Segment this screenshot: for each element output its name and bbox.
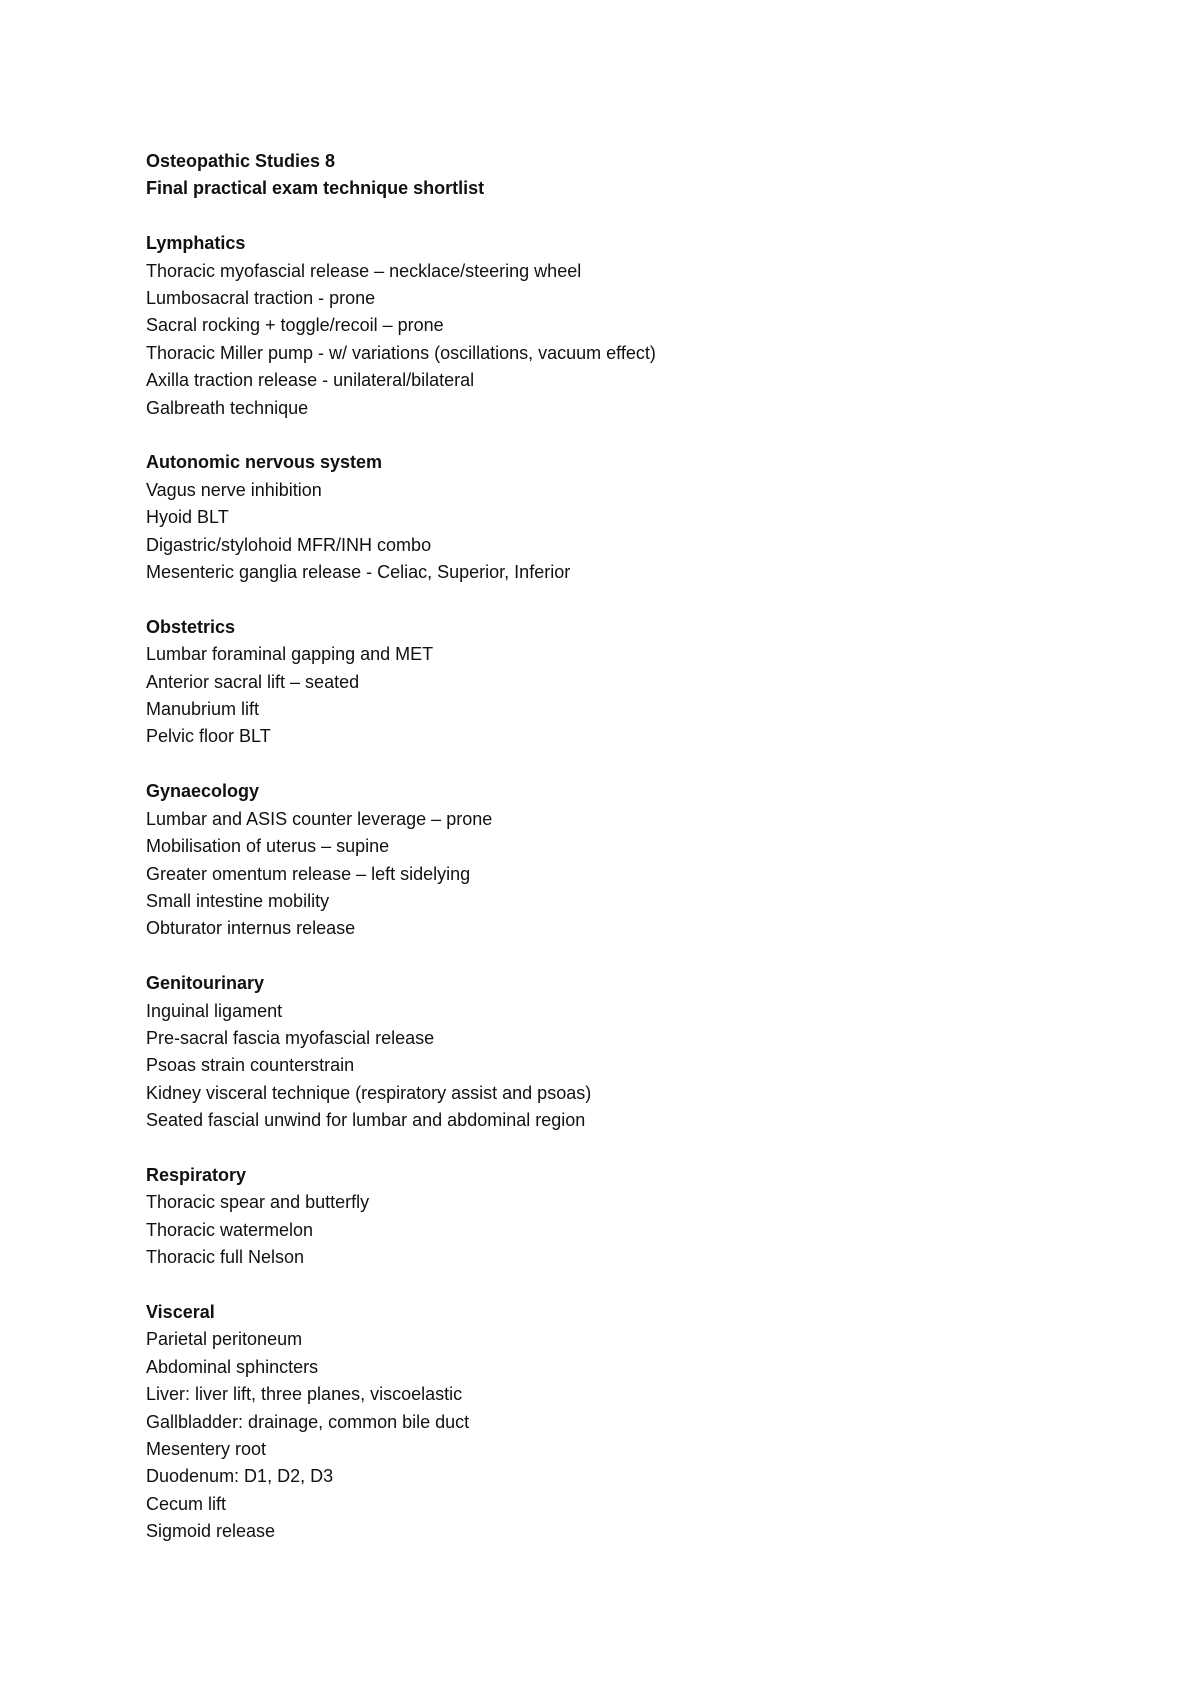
list-item: Thoracic myofascial release – necklace/steering wheel xyxy=(146,260,582,281)
sections-container xyxy=(146,230,1106,1545)
section-heading: Autonomic nervous system xyxy=(146,452,383,473)
list-item: Parietal peritoneum xyxy=(146,1329,303,1350)
list-item: Greater omentum release – left sidelying xyxy=(146,863,471,884)
section-visceral xyxy=(146,1299,1106,1546)
list-item: Lumbosacral traction - prone xyxy=(146,288,376,309)
list-item: Pre-sacral fascia myofascial release xyxy=(146,1027,435,1048)
list-item: Small intestine mobility xyxy=(146,890,330,911)
section-heading: Genitourinary xyxy=(146,973,265,994)
list-item: Axilla traction release - unilateral/bilateral xyxy=(146,370,475,391)
list-item: Pelvic floor BLT xyxy=(146,726,271,747)
list-item: Cecum lift xyxy=(146,1493,227,1514)
section-lymphatics xyxy=(146,230,1106,422)
list-item: Hyoid BLT xyxy=(146,507,229,528)
list-item: Mesenteric ganglia release - Celiac, Superior, Inferior xyxy=(146,562,571,583)
list-item: Thoracic full Nelson xyxy=(146,1247,305,1268)
section-genitourinary xyxy=(146,970,1106,1134)
list-item: Abdominal sphincters xyxy=(146,1356,319,1377)
list-item: Kidney visceral technique (respiratory assist and psoas) xyxy=(146,1082,592,1103)
technique-list xyxy=(146,477,1106,587)
list-item: Digastric/stylohoid MFR/INH combo xyxy=(146,534,432,555)
list-item: Sacral rocking + toggle/recoil – prone xyxy=(146,315,444,336)
list-item: Seated fascial unwind for lumbar and abdominal region xyxy=(146,1110,586,1131)
technique-list xyxy=(146,1326,1106,1545)
list-item: Anterior sacral lift – seated xyxy=(146,671,360,692)
section-obstetrics xyxy=(146,614,1106,751)
technique-list xyxy=(146,641,1106,751)
section-heading: Gynaecology xyxy=(146,781,260,802)
list-item: Manubrium lift xyxy=(146,699,260,720)
list-item: Thoracic spear and butterfly xyxy=(146,1192,370,1213)
list-item: Psoas strain counterstrain xyxy=(146,1055,355,1076)
technique-list xyxy=(146,806,1106,943)
list-item: Gallbladder: drainage, common bile duct xyxy=(146,1411,470,1432)
document-title: Osteopathic Studies 8 xyxy=(146,151,336,171)
section-heading: Obstetrics xyxy=(146,616,236,637)
technique-list xyxy=(146,258,1106,422)
list-item: Mobilisation of uterus – supine xyxy=(146,836,390,857)
section-gynaecology xyxy=(146,778,1106,942)
list-item: Sigmoid release xyxy=(146,1521,276,1542)
list-item: Thoracic Miller pump - w/ variations (oscillations, vacuum effect) xyxy=(146,342,656,363)
list-item: Obturator internus release xyxy=(146,918,356,939)
list-item: Galbreath technique xyxy=(146,397,309,418)
list-item: Inguinal ligament xyxy=(146,1000,283,1021)
technique-list xyxy=(146,998,1106,1135)
section-respiratory xyxy=(146,1162,1106,1272)
list-item: Mesentery root xyxy=(146,1438,267,1459)
document-subtitle: Final practical exam technique shortlist xyxy=(146,178,485,199)
document-content xyxy=(146,148,1106,1546)
section-heading: Lymphatics xyxy=(146,233,246,254)
technique-list xyxy=(146,1189,1106,1271)
list-item: Lumbar and ASIS counter leverage – prone xyxy=(146,808,493,829)
section-heading: Visceral xyxy=(146,1301,215,1322)
list-item: Liver: liver lift, three planes, viscoelastic xyxy=(146,1384,463,1405)
list-item: Lumbar foraminal gapping and MET xyxy=(146,644,434,665)
list-item: Thoracic watermelon xyxy=(146,1219,314,1240)
list-item: Vagus nerve inhibition xyxy=(146,479,322,500)
section-heading: Respiratory xyxy=(146,1164,247,1185)
list-item: Duodenum: D1, D2, D3 xyxy=(146,1466,334,1487)
section-autonomic-nervous-system xyxy=(146,449,1106,586)
